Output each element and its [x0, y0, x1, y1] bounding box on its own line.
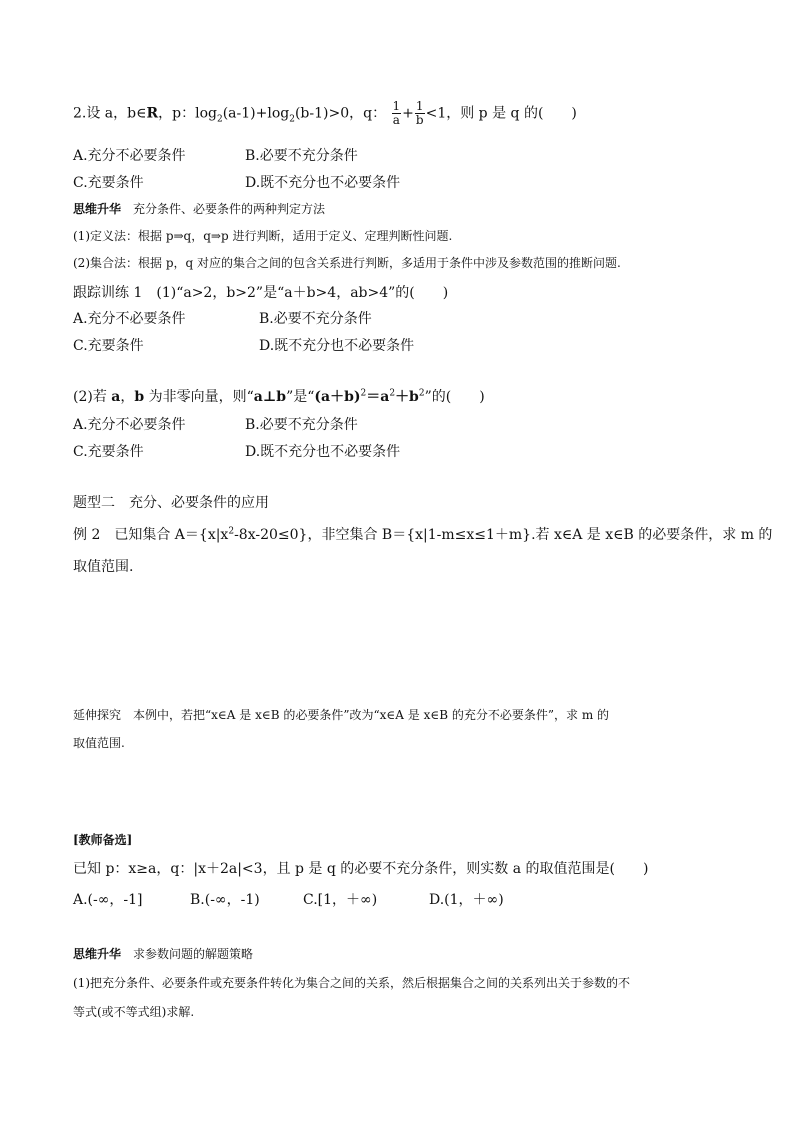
practice2-option-b: B.必要不充分条件	[245, 417, 358, 433]
summary1-heading: 思维升华 充分条件、必要条件的两种判定方法	[73, 202, 326, 216]
practice1-option-d: D.既不充分也不必要条件	[259, 338, 415, 354]
practice2-option-c: C.充要条件	[73, 444, 144, 460]
practice1-option-c: C.充要条件	[73, 338, 144, 354]
summary1-line1: (1)定义法：根据 p⇒q，q⇒p 进行判断，适用于定义、定理判断性问题.	[73, 229, 453, 243]
practice2-option-a: A.充分不必要条件	[73, 417, 186, 433]
extension-line1: 延伸探究 本例中，若把“x∈A 是 x∈B 的必要条件”改为“x∈A 是 x∈B 的充分不必要条件”，求 m 的	[73, 708, 610, 722]
example2-line2: 取值范围.	[73, 559, 134, 575]
summary1-line2: (2)集合法：根据 p，q 对应的集合之间的包含关系进行判断，多适用于条件中涉及参数范围的推断问题.	[73, 256, 621, 270]
teacher-option-d: D.(1，＋∞)	[429, 892, 504, 908]
type2-heading: 题型二 充分、必要条件的应用	[73, 495, 269, 511]
teacher-option-c: C.[1，＋∞)	[303, 892, 378, 908]
extension-line2: 取值范围.	[73, 736, 125, 750]
fraction-1-over-b: $\frac{1}{b}$	[415, 99, 424, 127]
practice2-question: (2)若 a，b 为非零向量，则“a⊥b”是“$(a+b)^2=a^2+b^2$”的( )	[73, 388, 485, 405]
example2-line1: 例 2 已知集合 $A=\{x|x^2-8x-20\le 0\}$，非空集合 B＝{x|1-m≤x≤1＋m}.若 x∈A 是 x∈B 的必要条件，求 m 的	[73, 526, 773, 543]
summary2-line1: (1)把充分条件、必要条件或充要条件转化为集合之间的关系，然后根据集合之间的关系列出关于参数的不	[73, 976, 631, 990]
q2-option-c: C.充要条件	[73, 175, 144, 191]
summary2-line2: 等式(或不等式组)求解.	[73, 1005, 195, 1019]
teacher-option-a: A.(-∞，-1]	[73, 892, 143, 908]
teacher-question: 已知 p：x≥a，q：|x＋2a|<3，且 p 是 q 的必要不充分条件，则实数 a 的取值范围是( )	[73, 861, 649, 877]
q2-option-d: D.既不充分也不必要条件	[245, 175, 401, 191]
q2-option-b: B.必要不充分条件	[245, 148, 358, 164]
teacher-option-b: B.(-∞，-1)	[190, 892, 260, 908]
teacher-reserve-label: [教师备选]	[73, 833, 133, 847]
summary2-heading: 思维升华 求参数问题的解题策略	[73, 947, 254, 961]
q2-stem: 2.设 a，b∈R，p：$\log_2(a-1)+\log_2(b-1)>0$，q： $\frac{1}{a}$ + $\frac{1}{b}$ <1，则 p 是 q 的( )	[73, 99, 577, 127]
q2-option-a: A.充分不必要条件	[73, 148, 186, 164]
practice1-option-a: A.充分不必要条件	[73, 311, 186, 327]
practice2-option-d: D.既不充分也不必要条件	[245, 444, 401, 460]
practice1-option-b: B.必要不充分条件	[259, 311, 372, 327]
fraction-1-over-a: $\frac{1}{a}$	[392, 99, 401, 127]
practice1-question: 跟踪训练 1 (1)“a>2，b>2”是“a＋b>4，ab>4”的( )	[73, 285, 449, 301]
